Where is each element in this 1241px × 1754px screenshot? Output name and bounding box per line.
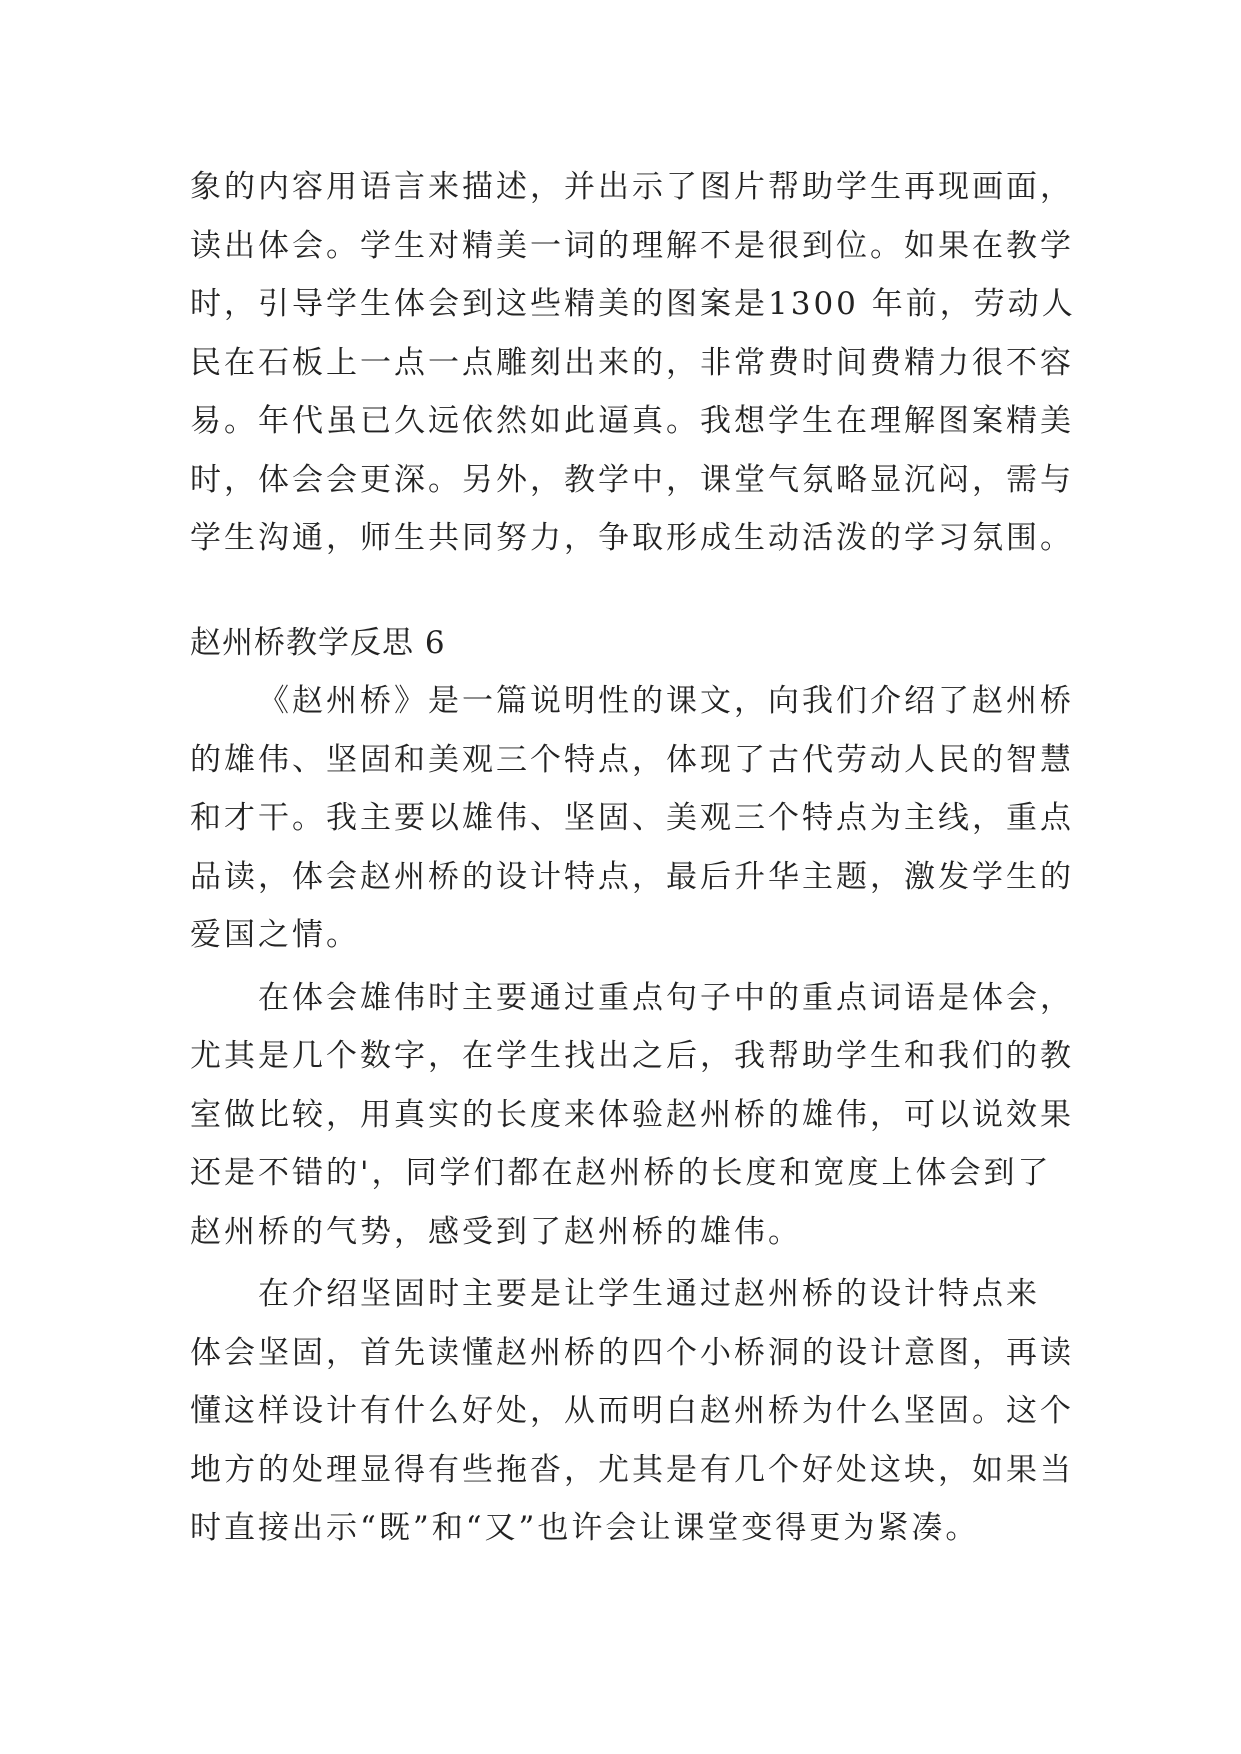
text-line: 象的内容用语言来描述，并出示了图片帮助学生再现画面， bbox=[190, 169, 1074, 205]
text-line: 懂这样设计有什么好处，从而明白赵州桥为什么坚固。这个 bbox=[190, 1393, 1074, 1429]
text-line: 品读，体会赵州桥的设计特点，最后升华主题，激发学生的 bbox=[190, 858, 1074, 895]
intro-paragraph bbox=[190, 158, 1076, 568]
text-line: 学生沟通，师生共同努力，争取形成生动活泼的学习氛围。 bbox=[190, 520, 1074, 556]
text-line: 赵州桥的气势，感受到了赵州桥的雄伟。 bbox=[190, 1213, 802, 1250]
paragraph-3 bbox=[190, 1265, 1074, 1558]
document-body bbox=[190, 158, 1076, 1558]
text-line: 地方的处理显得有些拖沓，尤其是有几个好处这块，如果当 bbox=[190, 1451, 1074, 1488]
text-line: 民在石板上一点一点雕刻出来的，非常费时间费精力很不容 bbox=[190, 344, 1074, 381]
text-line: 和才干。我主要以雄伟、坚固、美观三个特点为主线，重点 bbox=[190, 800, 1074, 836]
text-line: 时，引导学生体会到这些精美的图案是1300 年前，劳动人 bbox=[190, 286, 1076, 322]
text-line: 还是不错的'，同学们都在赵州桥的长度和宽度上体会到了 bbox=[190, 1155, 1052, 1191]
text-line: 尤其是几个数字，在学生找出之后，我帮助学生和我们的教 bbox=[190, 1038, 1074, 1074]
text-line: 室做比较，用真实的长度来体验赵州桥的雄伟，可以说效果 bbox=[190, 1096, 1074, 1133]
text-line: 体会坚固，首先读懂赵州桥的四个小桥洞的设计意图，再读 bbox=[190, 1334, 1074, 1371]
text-line: 读出体会。学生对精美一词的理解不是很到位。如果在教学 bbox=[190, 227, 1074, 264]
text-line: 的雄伟、坚固和美观三个特点，体现了古代劳动人民的智慧 bbox=[190, 741, 1074, 778]
text-line: 时，体会会更深。另外，教学中，课堂气氛略显沉闷，需与 bbox=[190, 461, 1074, 498]
text-line: 时直接出示“既”和“又”也许会让课堂变得更为紧凑。 bbox=[190, 1510, 980, 1546]
text-line: 爱国之情。 bbox=[190, 917, 360, 953]
text-line: 在介绍坚固时主要是让学生通过赵州桥的设计特点来 bbox=[258, 1276, 1040, 1312]
paragraph-1 bbox=[190, 672, 1074, 965]
section-heading: 赵州桥教学反思 6 bbox=[190, 624, 446, 661]
paragraph-2 bbox=[190, 969, 1074, 1262]
text-line: 易。年代虽已久远依然如此逼真。我想学生在理解图案精美 bbox=[190, 403, 1074, 439]
text-line: 《赵州桥》是一篇说明性的课文，向我们介绍了赵州桥 bbox=[258, 683, 1074, 719]
text-line: 在体会雄伟时主要通过重点句子中的重点词语是体会， bbox=[258, 979, 1074, 1016]
